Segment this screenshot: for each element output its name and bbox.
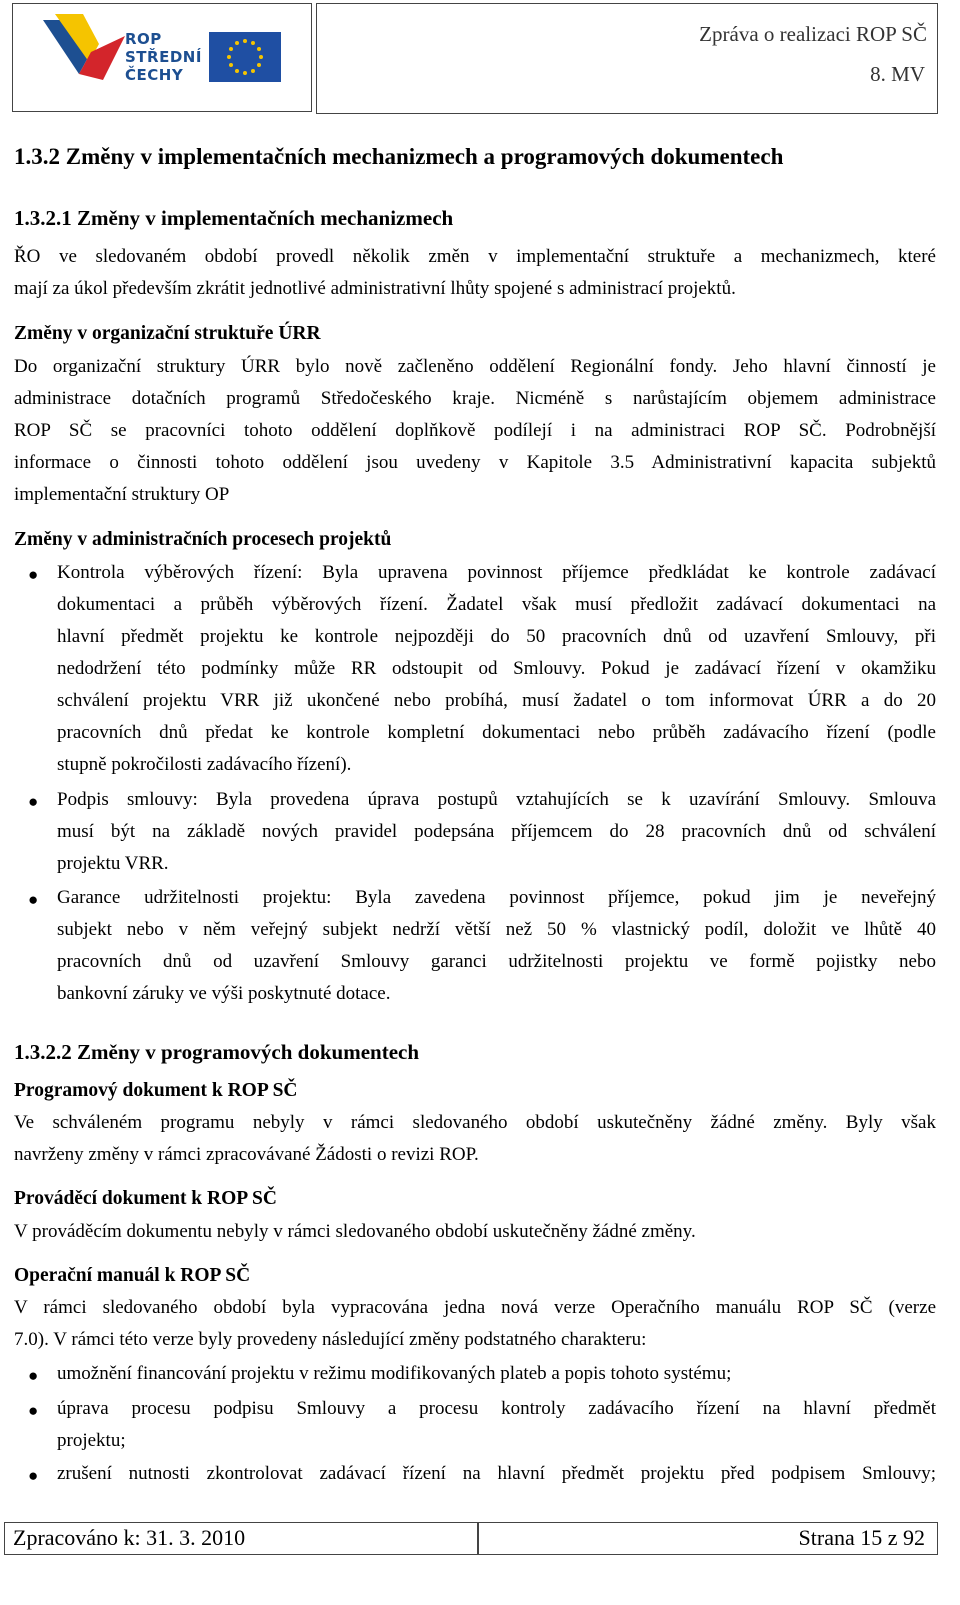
footer-divider [477,1523,479,1554]
text-line: schválení projektu VRR již ukončené nebo probíhá, musí žadatel o tom informovat ÚRR a do 20 [57,690,936,711]
text-line: bankovní záruky ve výši poskytnuté dotace. [57,983,391,1004]
text-line: V prováděcím dokumentu nebyly v rámci sledovaného období uskutečněny žádné změny. [14,1221,696,1242]
page-footer [4,1522,938,1555]
text-line: pracovních dnů předat ke kontrole kompletní dokumentaci nebo průběh zadávacího řízení (podle [57,722,936,743]
text-line: zrušení nutnosti zkontrolovat zadávací řízení na hlavní předmět projektu před podpisem Smlouvy; [57,1463,936,1484]
page-number: Strana 15 z 92 [798,1525,925,1550]
text-line: Ve schváleném programu nebyly v rámci sledovaného období uskutečněny žádné změny. Byly však [14,1112,936,1133]
text-line: ŘO ve sledovaném období provedl několik změn v implementační struktuře a mechanizmech, které [14,246,936,267]
text-line: Garance udržitelnosti projektu: Byla zavedena povinnost příjemce, pokud jim je neveřejný [57,887,936,908]
text-line: Podpis smlouvy: Byla provedena úprava postupů vztahujících se k uzavírání Smlouvy. Smlouva [57,789,936,810]
text-line: musí být na základě nových pravidel podepsána příjemcem do 28 pracovních dnů od schválení [57,821,936,842]
heading-1-3-2-1: 1.3.2.1 Změny v implementačních mechanizmech [14,206,454,230]
heading-1-3-2-2: 1.3.2.2 Změny v programových dokumentech [14,1040,420,1064]
footer-date: Zpracováno k: 31. 3. 2010 [13,1525,246,1550]
section-title-impl: Prováděcí dokument k ROP SČ [14,1188,277,1209]
intro-paragraph [14,246,936,268]
text-line: Do organizační struktury ÚRR bylo nově začleněno oddělení Regionální fondy. Jeho hlavní činností je [14,356,936,377]
text-line: projektu; [57,1430,126,1451]
text-line: subjekt nebo v něm veřejný subjekt nedrží větší než 50 % vlastnický podíl, doložit ve lhůtě 40 [57,919,936,940]
page-header [12,3,938,114]
heading-1-3-2: 1.3.2 Změny v implementačních mechanizmech a programových dokumentech [14,144,784,169]
bullet-icon: ● [28,1401,39,1420]
text-line: pracovních dnů od uzavření Smlouvy garanci udržitelnosti projektu ve formě pojistky nebo [57,951,936,972]
eu-flag-icon [209,32,281,82]
text-line: úprava procesu podpisu Smlouvy a procesu kontroly zadávacího řízení na hlavní předmět [57,1398,936,1419]
section-title-prog: Programový dokument k ROP SČ [14,1080,298,1101]
text-line: umožnění financování projektu v režimu modifikovaných plateb a popis tohoto systému; [57,1363,732,1384]
bullet-icon: ● [28,890,39,909]
section-title-manual: Operační manuál k ROP SČ [14,1265,251,1286]
report-subtitle: 8. MV [870,62,925,86]
bullet-icon: ● [28,1366,39,1385]
section-title-org: Změny v organizační struktuře ÚRR [14,323,321,344]
text-line: dokumentaci a průběh výběrových řízení. Žadatel však musí předložit zadávací dokumentaci na [57,594,936,615]
bullet-icon: ● [28,565,39,584]
section-title-admin: Změny v administračních procesech projektů [14,529,392,550]
rop-arrow-icon [43,14,125,84]
text-line: navrženy změny v rámci zpracovávané Žádosti o revizi ROP. [14,1144,479,1165]
report-title: Zpráva o realizaci ROP SČ [699,22,927,46]
rop-logo [12,3,312,112]
text-line: hlavní předmět projektu ke kontrole nejpozději do 50 pracovních dnů od uzavření Smlouvy, při [57,626,936,647]
text-line: projektu VRR. [57,853,169,874]
bullet-icon: ● [28,1466,39,1485]
text-line: informace o činnosti tohoto oddělení jsou uvedeny v Kapitole 3.5 Administrativní kapacita subjektů [14,452,936,473]
text-line: administrace dotačních programů Středočeského kraje. Nicméně s narůstajícím objemem administrace [14,388,936,409]
text-line: V rámci sledovaného období byla vypracována jedna nová verze Operačního manuálu ROP SČ (verze [14,1297,936,1318]
text-line: nedodržení této podmínky může RR odstoupit od Smlouvy. Pokud je zadávací řízení v okamžiku [57,658,936,679]
text-line: 7.0). V rámci této verze byly provedeny následující změny podstatného charakteru: [14,1329,647,1350]
text-line: stupně pokročilosti zadávacího řízení). [57,754,352,775]
header-title-box [316,3,938,114]
bullet-icon: ● [28,792,39,811]
text-line: mají za úkol především zkrátit jednotlivé administrativní lhůty spojené s administrací projektů. [14,278,736,299]
text-line: implementační struktury OP [14,484,230,505]
logo-text: ROP STŘEDNÍ ČECHY [125,30,202,84]
text-line: ROP SČ se pracovníci tohoto oddělení doplňkově podílejí i na administraci ROP SČ. Podrobnější [14,420,936,441]
text-line: Kontrola výběrových řízení: Byla upravena povinnost příjemce předkládat ke kontrole zadávací [57,562,936,583]
